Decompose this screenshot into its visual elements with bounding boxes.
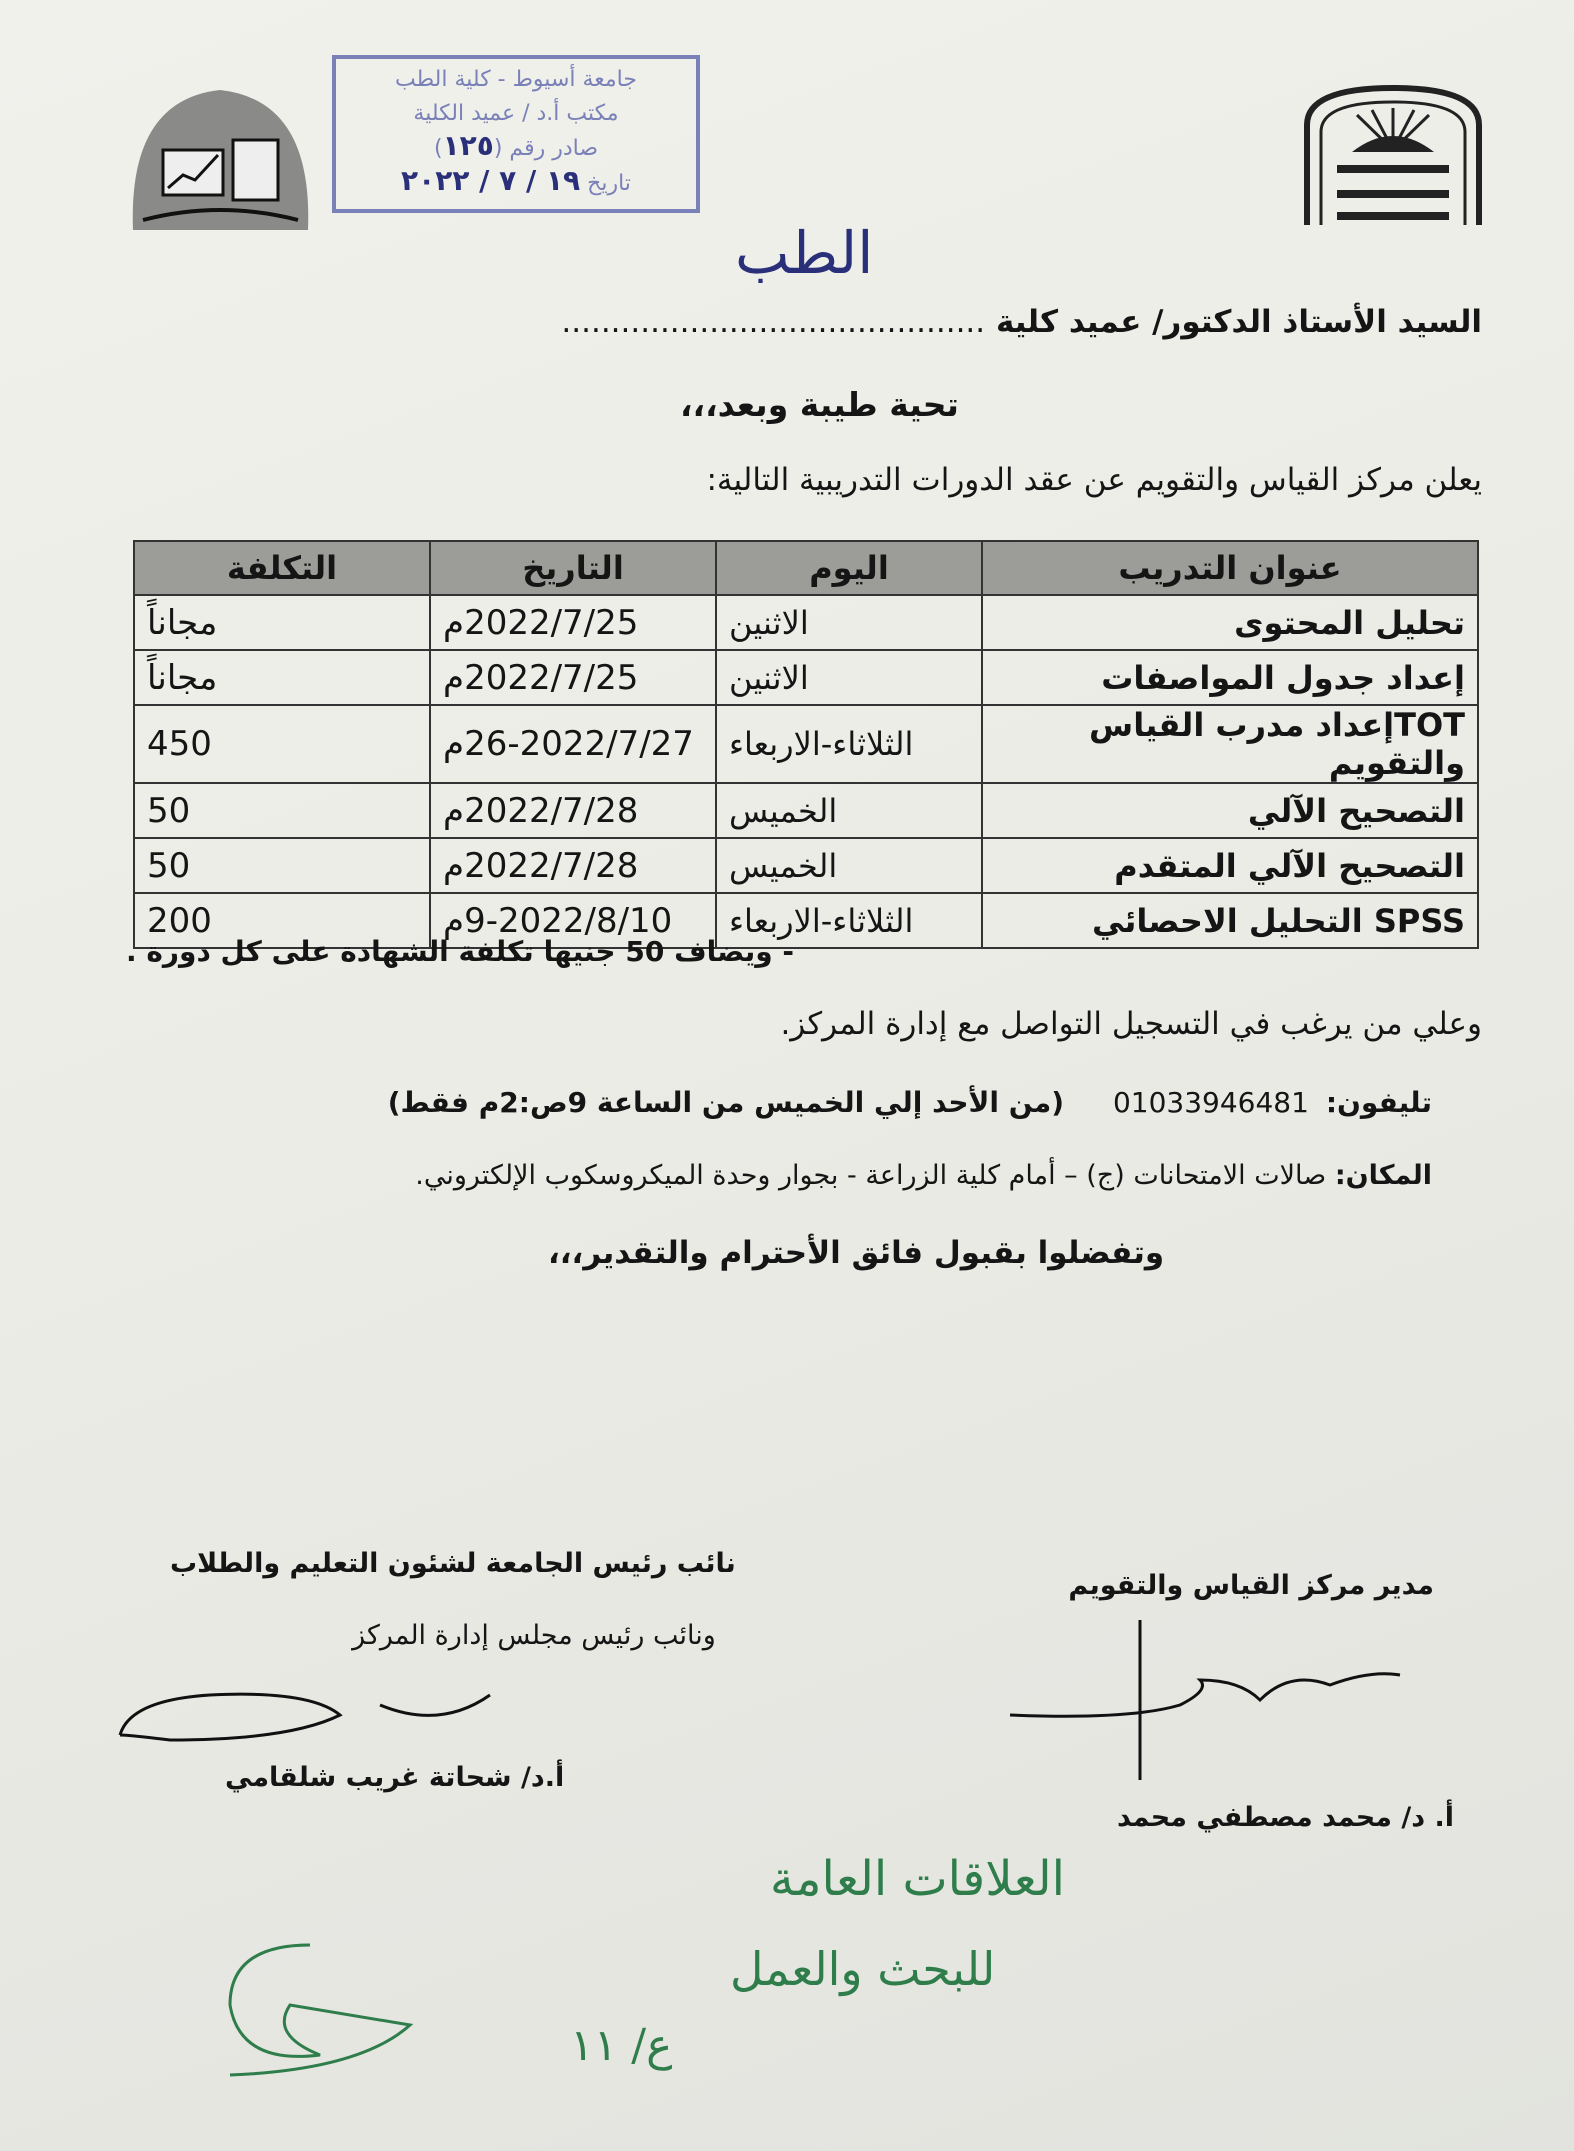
greeting: تحية طيبة وبعد،،،	[680, 385, 959, 424]
table-row	[134, 650, 1478, 705]
course-date: 2022/7/28م	[430, 783, 716, 838]
stamp-date-label: تاريخ	[587, 171, 631, 196]
stamp-date-row	[336, 166, 696, 201]
course-title: TOTإعداد مدرب القياس والتقويم	[982, 705, 1478, 783]
place-text: صالات الامتحانات (ج) – أمام كلية الزراعة - بجوار وحدة الميكروسكوب الإلكتروني.	[415, 1160, 1327, 1191]
intro-text: يعلن مركز القياس والتقويم عن عقد الدورات التدريبية التالية:	[706, 462, 1482, 498]
table-header-row	[134, 541, 1478, 595]
vp-signature	[110, 1680, 530, 1750]
header-day: اليوم	[716, 541, 982, 595]
course-title: تحليل المحتوى	[982, 595, 1478, 650]
university-logo	[1297, 80, 1489, 228]
courses-table	[133, 540, 1479, 949]
stamp-line1: جامعة أسيوط - كلية الطب	[395, 67, 637, 92]
phone-line	[388, 1086, 1432, 1119]
course-date: 2022/7/28م	[430, 838, 716, 893]
course-day: الخميس	[716, 783, 982, 838]
course-cost: 50	[134, 783, 430, 838]
course-day: الاثنين	[716, 650, 982, 705]
course-date: 2022/7/25م	[430, 650, 716, 705]
center-logo	[123, 80, 318, 242]
phone-number: 01033946481	[1112, 1086, 1309, 1119]
course-cost: 200	[134, 893, 430, 948]
handwritten-faculty: الطب	[735, 219, 874, 287]
director-signature	[1010, 1620, 1410, 1790]
registration-text: وعلي من يرغب في التسجيل التواصل مع إدارة المركز.	[780, 1006, 1482, 1042]
stamp-date: ١٩ / ٧ / ٢٠٢٢	[401, 164, 581, 197]
stamp-number-label: صادر رقم	[509, 136, 599, 161]
director-name: أ. د/ محمد مصطفي محمد	[1117, 1802, 1454, 1833]
director-title: مدير مركز القياس والتقويم	[1068, 1570, 1434, 1601]
header-date: التاريخ	[430, 541, 716, 595]
course-date: 2022/7/25م	[430, 595, 716, 650]
vp-name: أ.د/ شحاتة غريب شلقامي	[225, 1762, 565, 1793]
course-day: الثلاثاء-الاربعاء	[716, 893, 982, 948]
course-title: إعداد جدول المواصفات	[982, 650, 1478, 705]
closing: وتفضلوا بقبول فائق الأحترام والتقدير،،،	[548, 1235, 1165, 1271]
signature-block-director	[1068, 1550, 1434, 1622]
vp-title2: ونائب رئيس مجلس إدارة المركز	[352, 1620, 716, 1651]
course-day: الثلاثاء-الاربعاء	[716, 705, 982, 783]
table-row	[134, 783, 1478, 838]
course-title: التصحيح الآلي المتقدم	[982, 838, 1478, 893]
salutation-dots: ...........................................	[561, 304, 986, 340]
vp-title1: نائب رئيس الجامعة لشئون التعليم والطلاب	[170, 1548, 736, 1579]
course-day: الخميس	[716, 838, 982, 893]
incoming-stamp	[332, 55, 700, 213]
annotation-line3: ع/ ١١	[570, 2020, 673, 2071]
place-label: المكان:	[1334, 1160, 1432, 1191]
table-row	[134, 595, 1478, 650]
header-title: عنوان التدريب	[982, 541, 1478, 595]
salutation-text: السيد الأستاذ الدكتور/ عميد كلية	[995, 304, 1482, 340]
stamp-number: ١٢٥	[442, 129, 494, 162]
stamp-line2: مكتب أ.د / عميد الكلية	[413, 101, 619, 126]
course-cost: 450	[134, 705, 430, 783]
table-row	[134, 705, 1478, 783]
annotation-line1: العلاقات العامة	[770, 1851, 1065, 1907]
course-cost: مجاناً	[134, 595, 430, 650]
certificate-note: - ويضاف 50 جنيها تكلفة الشهادة على كل دورة .	[126, 935, 794, 968]
table-row	[134, 838, 1478, 893]
stamp-number-row: صادر رقم (١٢٥)	[433, 129, 599, 162]
course-title: SPSS التحليل الاحصائي	[982, 893, 1478, 948]
salutation	[561, 302, 1482, 342]
course-cost: مجاناً	[134, 650, 430, 705]
signature-block-vp	[170, 1528, 736, 1672]
annotation-line2: للبحث والعمل	[730, 1942, 996, 1996]
handwritten-annotation	[210, 1835, 1065, 2095]
place-line	[415, 1160, 1432, 1191]
course-date: 26-2022/7/27م	[430, 705, 716, 783]
course-title: التصحيح الآلي	[982, 783, 1478, 838]
course-day: الاثنين	[716, 595, 982, 650]
phone-label: تليفون:	[1325, 1086, 1432, 1119]
course-cost: 50	[134, 838, 430, 893]
header-cost: التكلفة	[134, 541, 430, 595]
phone-hours: (من الأحد إلي الخميس من الساعة 9ص:2م فقط)	[387, 1086, 1065, 1119]
course-date: 9-2022/8/10م	[430, 893, 716, 948]
